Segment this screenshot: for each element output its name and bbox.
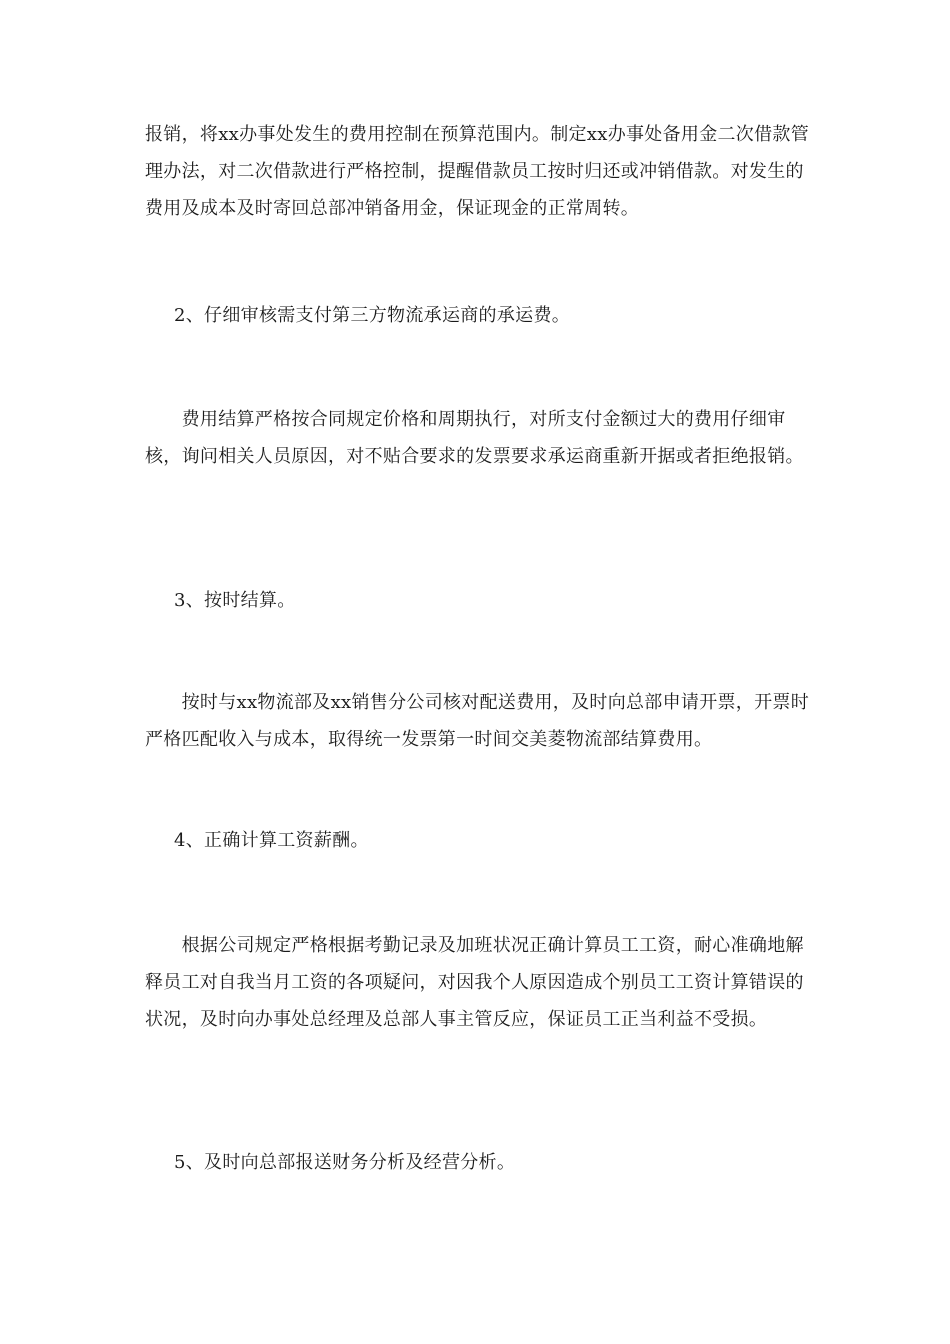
paragraph-4: 根据公司规定严格根据考勤记录及加班状况正确计算员工工资，耐心准确地解释员工对自我当月工资的各项疑问，对因我个人原因造成个别员工工资计算错误的状况，及时向办事处总经理及总部人事主管反应，保证员工正当利益不受损。 [145,935,804,1030]
paragraph-1: 报销，将xx办事处发生的费用控制在预算范围内。制定xx办事处备用金二次借款管理办法，对二次借款进行严格控制，提醒借款员工按时归还或冲销借款。对发生的费用及成本及时寄回总部冲销备用金，保证现金的正常周转。 [145,124,810,219]
heading-4: 4、正确计算工资薪酬。 [174,830,369,851]
heading-2: 2、仔细审核需支付第三方物流承运商的承运费。 [174,305,571,326]
paragraph-2: 费用结算严格按合同规定价格和周期执行，对所支付金额过大的费用仔细审核，询问相关人员原因，对不贴合要求的发票要求承运商重新开据或者拒绝报销。 [145,409,804,467]
paragraph-3: 按时与xx物流部及xx销售分公司核对配送费用，及时向总部申请开票，开票时严格匹配收入与成本，取得统一发票第一时间交美菱物流部结算费用。 [145,692,810,750]
heading-3: 3、按时结算。 [174,590,296,611]
heading-5: 5、及时向总部报送财务分析及经营分析。 [174,1152,516,1173]
